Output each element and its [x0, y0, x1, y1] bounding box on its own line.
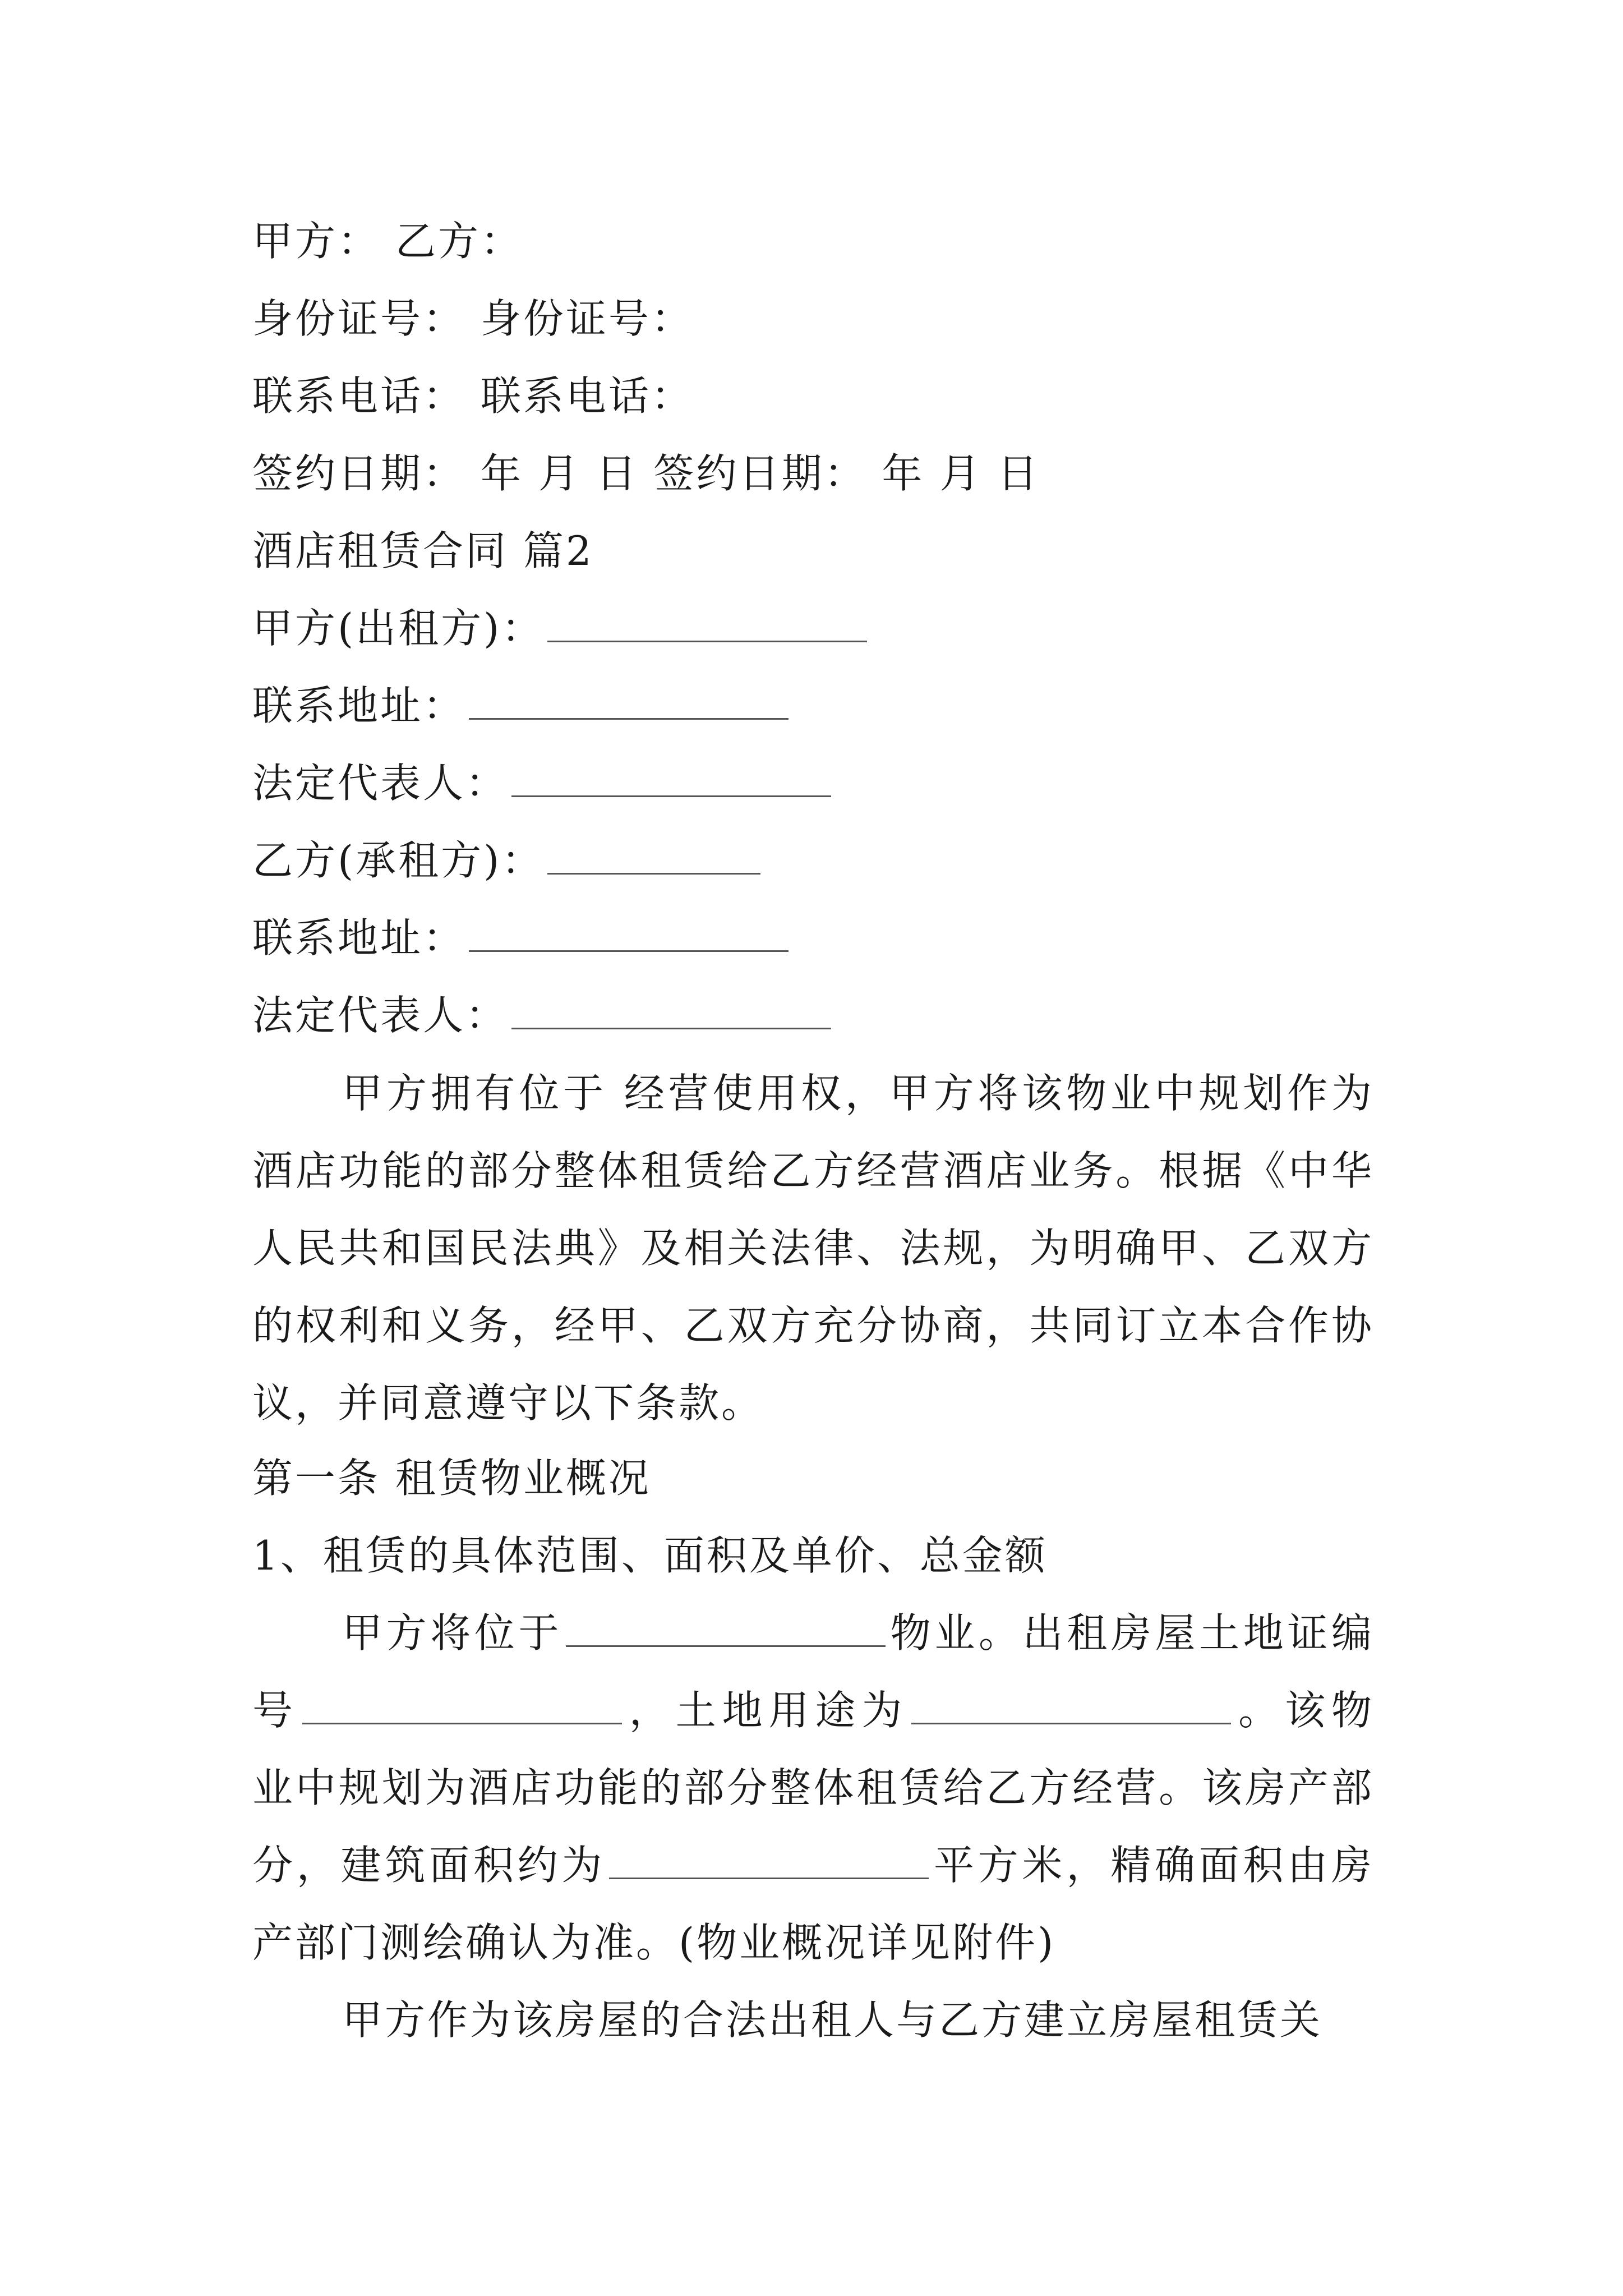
clause-1-text-4: 。该物业中规划为酒店功能的部分整体租赁给乙方经营。该房产部分，建筑面积约为 — [252, 1687, 1374, 1889]
lessee-rep-label: 法定代表人： — [252, 992, 509, 1039]
lessee-rep-blank — [511, 988, 831, 1029]
header-phone-line: 联系电话： 联系电话： — [252, 372, 694, 420]
intro-paragraph: 甲方拥有位于 经营使用权，甲方将该物业中规划作为酒店功能的部分整体租赁给乙方经营酒店业务。根据《中华人民共和国民法典》及相关法律、法规，为明确甲、乙双方的权利和义务，经甲、乙双方充分协商，共同订立本合作协议，并同意遵守以下条款。 — [252, 1070, 1374, 1427]
lessee-address-blank — [469, 911, 789, 952]
clause-1-text-2: 物业。出租房屋土地证编号 — [252, 1609, 1374, 1734]
lessee-address-label: 联系地址： — [252, 914, 466, 961]
lessor-rep-line — [252, 755, 1374, 811]
lessor-line — [252, 600, 1374, 656]
clause-1-paragraph — [252, 1594, 1374, 1981]
clause-1-text-1: 甲方将位于 — [342, 1609, 563, 1657]
lessee-rep-line — [252, 987, 1374, 1043]
lessee-line — [252, 832, 1374, 889]
lessor-address-label: 联系地址： — [252, 682, 466, 729]
lessor-rep-blank — [511, 756, 831, 797]
section-title: 酒店租赁合同 篇2 — [252, 527, 594, 574]
clause-1-text-3: ，土地用途为 — [625, 1687, 909, 1734]
area-blank — [609, 1838, 929, 1879]
header-parties-line: 甲方： 乙方： — [252, 218, 523, 265]
lessor-address-line — [252, 678, 1374, 734]
article-1-title: 第一条 租赁物业概况 — [252, 1455, 651, 1502]
header-id-line: 身份证号： 身份证号： — [252, 295, 694, 342]
lessor-blank — [547, 601, 867, 642]
land-use-blank — [911, 1683, 1231, 1724]
lessor-rep-label: 法定代表人： — [252, 760, 509, 807]
lessor-address-blank — [469, 679, 789, 720]
clause-1-text-5: 平方米，精确面积由房产部门测绘确认为准。(物业概况详见附件) — [252, 1842, 1374, 1966]
last-paragraph: 甲方作为该房屋的合法出租人与乙方建立房屋租赁关 — [342, 1996, 1323, 2044]
lessee-label: 乙方(承租方)： — [252, 837, 545, 884]
header-date-line: 签约日期： 年 月 日 签约日期： 年 月 日 — [252, 450, 1040, 497]
location-blank — [566, 1606, 886, 1647]
lessor-label: 甲方(出租方)： — [252, 605, 545, 652]
lessee-blank — [547, 834, 760, 875]
clause-1-title: 1、租赁的具体范围、面积及单价、总金额 — [252, 1532, 1048, 1579]
land-cert-blank — [302, 1683, 622, 1724]
lessee-address-line — [252, 910, 1374, 966]
